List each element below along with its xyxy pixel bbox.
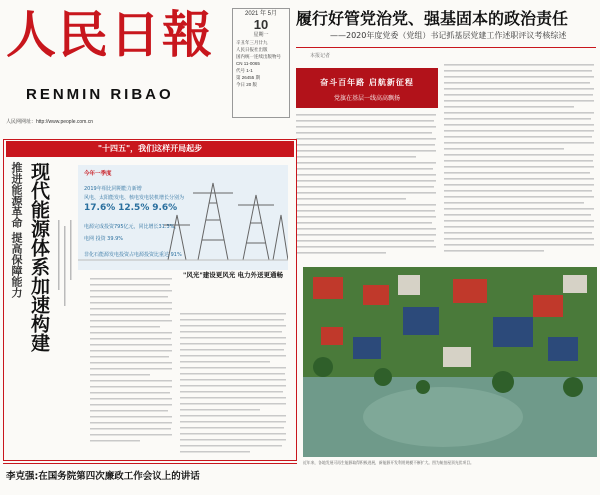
day: 10 [253, 17, 269, 32]
aerial-village-image [303, 267, 597, 457]
info-percent-solar: 12.5% [118, 203, 150, 213]
footer-divider [3, 463, 297, 464]
footer-headline[interactable]: 李克强:在国务院第四次廉政工作会议上的讲话 [6, 471, 200, 482]
info-line-3: 电源完成投资795亿元，同比增长31.3%， [84, 224, 180, 230]
info-percent-wind: 17.6% [84, 203, 116, 213]
feature-pull-quote[interactable]: "风光"建设更风光 电力外送更通畅 [182, 271, 284, 279]
website-url[interactable]: 人民网网址：http://www.people.com.cn [6, 119, 93, 125]
issn-line-3: 代号 1-1 [236, 68, 253, 73]
info-line-2: 风电、太阳能发电、核电发电装机增长分别为 [84, 195, 185, 201]
info-title: 今年一季度 [84, 171, 112, 177]
feature-infographic [78, 165, 288, 270]
info-line-5: 非化石能源发电投资占电源投资比重达 91% [84, 252, 182, 258]
info-line-1: 2019年相比同期能力新增 [84, 186, 142, 192]
lead-body-column-1 [296, 112, 438, 262]
issn-line-1: 国内统一连续出版物号 [236, 54, 281, 59]
lead-divider [296, 47, 596, 48]
info-percent-nuclear: 9.6% [152, 203, 178, 213]
banner-subtitle: 党旗在基层一线高高飘扬 [333, 95, 400, 102]
issue-number: 第 26455 期 [236, 75, 261, 80]
feature-headline[interactable]: 现代能源体系加速构建 [28, 162, 50, 352]
feature-kicker: 推进能源革命 提高保障能力 [10, 162, 23, 298]
lunar-date: 辛丑年三月廿九 [236, 40, 268, 45]
info-line-4: 电网 投资 39.9% [84, 236, 124, 242]
feature-section-title[interactable]: "十四五"，我们这样开局起步 [6, 141, 294, 157]
weekday: 星期一 [253, 32, 269, 38]
page-count: 今日 20 版 [236, 82, 258, 87]
year-month: 2021 年 5月 [244, 11, 278, 17]
lead-byline: 本报记者 [310, 53, 331, 59]
photo-caption: 近年来，各地发展可再生能源取得积极进展，新能源开发利用规模不断扩大。图为航拍屋顶光伏项目。 [303, 460, 474, 465]
masthead-logo: 人民日報 [6, 5, 214, 64]
date-box [232, 8, 290, 118]
party-banner[interactable] [296, 68, 438, 108]
masthead-roman-name: RENMIN RIBAO [26, 86, 174, 103]
aerial-solar-photo[interactable] [303, 267, 597, 457]
info-percent-row [84, 203, 177, 213]
feature-body-column-1 [90, 275, 174, 455]
lead-subheadline: ——2020年度党委（党组）书记抓基层党建工作述职评议考核综述 [330, 31, 567, 40]
feature-body-column-2 [180, 310, 288, 458]
issn-line-2: CN 11-0065 [236, 61, 260, 66]
lead-body-column-2 [444, 60, 596, 262]
banner-title: 奋斗百年路 启航新征程 [320, 78, 414, 87]
feature-byline-column [54, 220, 76, 315]
lead-headline[interactable]: 履行好管党治党、强基固本的政治责任 [296, 9, 569, 28]
publisher: 人民日报社出版 [236, 47, 268, 52]
